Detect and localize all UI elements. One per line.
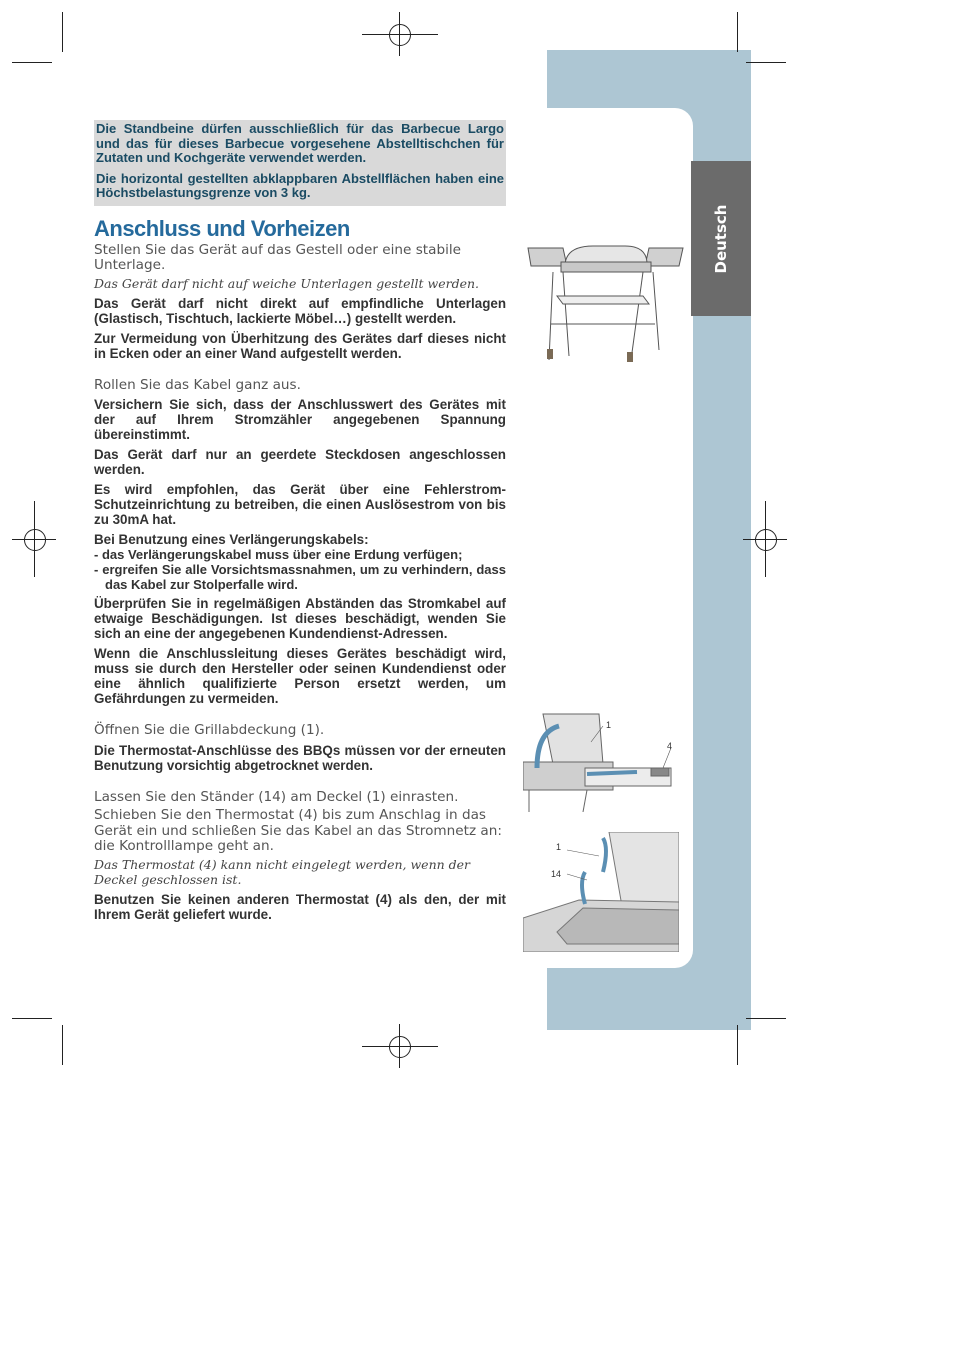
language-tab <box>691 161 751 316</box>
warning-check-cable: Überprüfen Sie in regelmäßigen Abständen das Stromkabel auf etwaige Beschädigungen. Ist dieses beschädigt, wenden Sie sich an eine der angegebenen Kundendienst-Adressen. <box>94 596 506 641</box>
warning-sensitive-surface: Das Gerät darf nicht direkt auf empfindliche Unterlagen (Glastisch, Tischtuch, lackierte Möbel…) gestellt werden. <box>94 295 506 326</box>
language-tab-label: Deutsch <box>712 204 730 273</box>
figure-label-lid-2: 1 <box>556 842 562 852</box>
warning-line-2: Die horizontal gestellten abklappbaren Abstellflächen haben eine Höchstbelastungsgrenze von 3 kg. <box>96 170 504 200</box>
instruction-stand: Lassen Sie den Ständer (14) am Deckel (1) einrasten. <box>94 788 459 805</box>
warning-line-1: Die Standbeine dürfen ausschließlich für das Barbecue Largo und das für dieses Barbecue vorgesehene Abstelltischchen für Zutaten und Kochgeräte verwendet werden. <box>96 121 504 165</box>
figure-bbq-stand <box>523 244 689 366</box>
list-item: - ergreifen Sie alle Vorsichtsmassnahmen, um zu verhindern, dass das Kabel zur Stolperfalle wird. <box>94 562 506 592</box>
instruction-place: Stellen Sie das Gerät auf das Gestell oder eine stabile Unterlage. <box>94 241 462 273</box>
extension-cable-heading: Bei Benutzung eines Verlängerungskabels: <box>94 532 369 547</box>
note-thermostat: Das Thermostat (4) kann nicht eingelegt werden, wenn der Deckel geschlossen ist. <box>94 856 471 887</box>
instruction-open-lid: Öffnen Sie die Grillabdeckung (1). <box>94 722 325 738</box>
figure-label-stand: 14 <box>551 869 562 879</box>
instruction-unroll-cable: Rollen Sie das Kabel ganz aus. <box>94 376 301 393</box>
warning-grounded-outlet: Das Gerät darf nur an geerdete Steckdosen angeschlossen werden. <box>94 447 506 477</box>
warning-overheating: Zur Vermeidung von Überhitzung des Gerätes darf dieses nicht in Ecken oder an einer Wand aufgestellt werden. <box>94 330 506 361</box>
main-text <box>94 120 506 927</box>
note-soft-surface: Das Gerät darf nicht auf weiche Unterlagen gestellt werden. <box>94 275 479 291</box>
list-item: - das Verlängerungskabel muss über eine Erdung verfügen; <box>94 547 463 562</box>
figure-label-lid: 1 <box>606 720 612 730</box>
warning-rcd: Es wird empfohlen, das Gerät über eine Fehlerstrom-Schutzeinrichtung zu betreiben, die einen Auslösestrom von bis zu 30mA hat. <box>94 482 506 527</box>
warning-other-thermostat: Benutzen Sie keinen anderen Thermostat (4) als den, der mit Ihrem Gerät geliefert wurde. <box>94 891 506 922</box>
warning-box <box>94 120 506 206</box>
figure-lid-stand <box>523 832 679 952</box>
warning-dry-connectors: Die Thermostat-Anschlüsse des BBQs müssen vor der erneuten Benutzung vorsichtig abgetrocknet werden. <box>94 742 506 773</box>
section-heading: Anschluss und Vorheizen <box>94 215 350 241</box>
warning-damaged-cable: Wenn die Anschlussleitung dieses Gerätes beschädigt wird, muss sie durch den Hersteller oder seinen Kundendienst oder eine ähnlich qualifizierte Person ersetzt werden, um Gefährdungen zu vermeiden. <box>94 646 506 706</box>
extension-cable-list <box>94 547 506 592</box>
figure-label-thermostat: 4 <box>667 741 673 751</box>
warning-voltage: Versichern Sie sich, dass der Anschlusswert des Gerätes mit der auf Ihrem Stromzähler angegebenen Spannung übereinstimmt. <box>94 397 506 442</box>
instruction-thermostat: Schieben Sie den Thermostat (4) bis zum Anschlag in das Gerät ein und schließen Sie das Kabel an das Stromnetz an: die Kontrolllampe geht an. <box>94 807 502 854</box>
